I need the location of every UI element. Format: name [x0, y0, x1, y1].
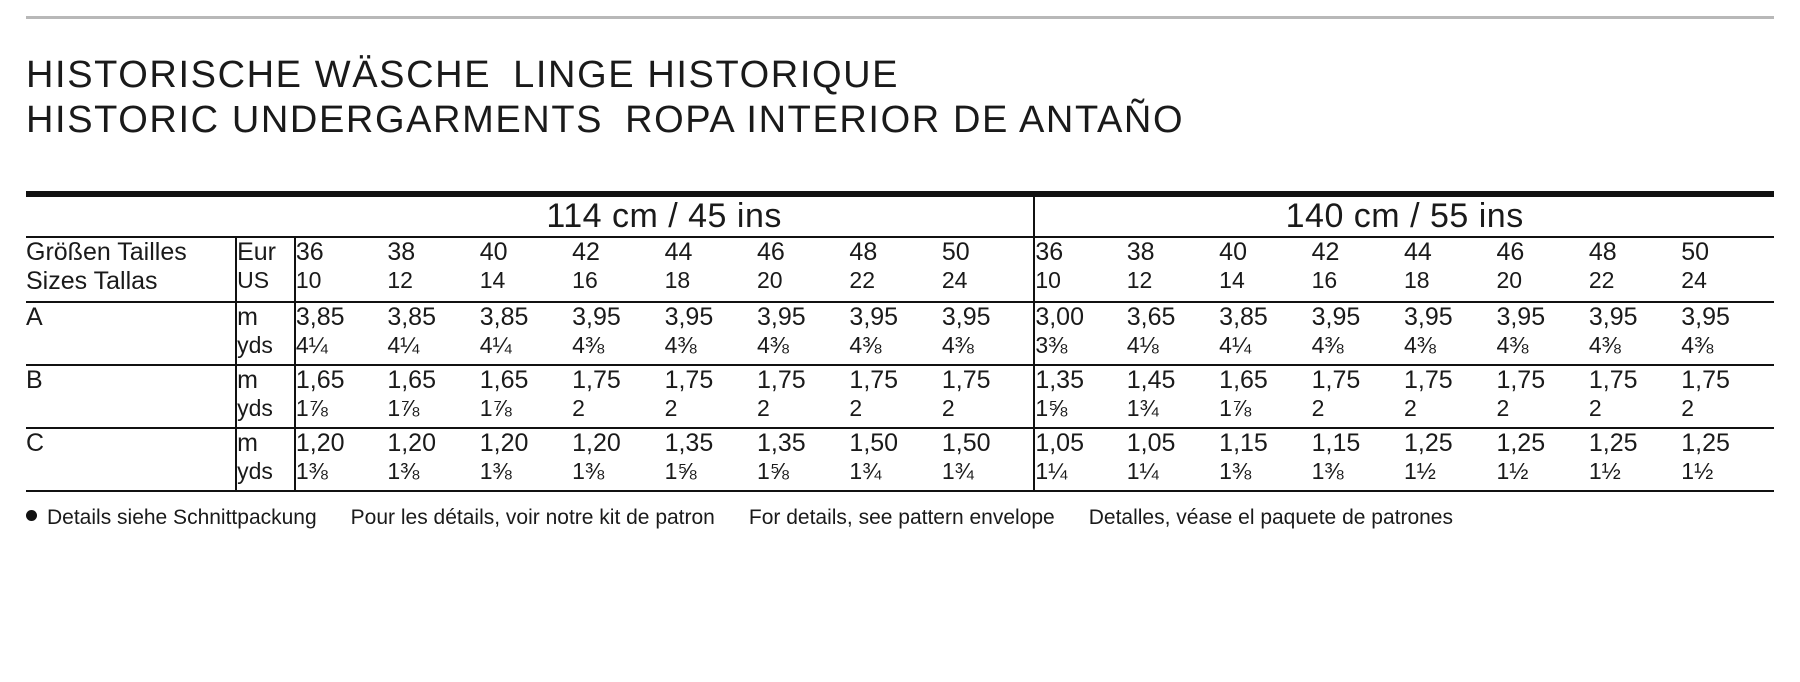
header-spacer-unit — [236, 194, 295, 237]
sizes-row-us — [26, 267, 1774, 302]
yardage-cell: 2 — [1589, 395, 1681, 428]
yardage-cell: 1¾ — [849, 458, 941, 491]
size-us-cell: 24 — [942, 267, 1034, 302]
yardage-cell: 1⅝ — [665, 458, 757, 491]
yardage-cell: 1,65 — [1219, 365, 1268, 394]
yardage-cell: 1,65 — [479, 365, 529, 394]
footer-note-fr: Pour les détails, voir notre kit de patron — [350, 505, 715, 529]
title-line-1 — [26, 53, 1774, 98]
yardage-cell: 1,75 — [572, 365, 621, 394]
yardage-cell: 4¼ — [295, 332, 387, 365]
unit-yds: yds — [236, 458, 295, 491]
yardage-cell: 4⅜ — [942, 332, 1034, 365]
size-eur-cell: 40 — [480, 237, 572, 267]
yardage-cell: 1,15 — [1311, 428, 1361, 457]
yardage-cell: 4⅜ — [1496, 332, 1588, 365]
yardage-cell: 1½ — [1681, 458, 1774, 491]
title-spanish: ROPA INTERIOR DE ANTAÑO — [625, 98, 1185, 141]
yardage-cell: 1,20 — [387, 428, 436, 457]
fabric-width-114: 114 cm / 45 ins — [295, 194, 1034, 237]
unit-m: m — [236, 302, 295, 332]
yardage-cell: 2 — [1312, 395, 1404, 428]
size-us-cell: 14 — [1219, 267, 1311, 302]
yardage-cell: 3,95 — [1681, 302, 1730, 331]
yardage-cell: 1,65 — [295, 365, 387, 395]
size-us-cell: 16 — [572, 267, 664, 302]
yardage-cell: 1,25 — [1496, 428, 1546, 457]
size-eur-cell: 44 — [1404, 237, 1496, 267]
yardage-cell: 1,75 — [1496, 365, 1546, 394]
size-eur-cell: 36 — [295, 237, 387, 267]
title-french: LINGE HISTORIQUE — [513, 54, 900, 96]
yardage-cell: 1,25 — [1588, 428, 1638, 457]
yardage-cell: 4¼ — [480, 332, 572, 365]
yardage-cell: 1,75 — [1681, 365, 1730, 394]
size-us-cell: 22 — [1589, 267, 1681, 302]
size-us-cell: 18 — [1404, 267, 1496, 302]
yardage-cell: 1,05 — [1034, 428, 1126, 458]
yardage-cell: 3,95 — [757, 302, 806, 331]
yardage-cell: 3,95 — [1588, 302, 1638, 331]
unit-yds: yds — [236, 332, 295, 365]
title-block — [26, 53, 1774, 143]
view-label-b: B — [26, 365, 43, 394]
yardage-cell: 1⅜ — [1312, 458, 1404, 491]
view-row-a-yards — [26, 332, 1774, 365]
yardage-cell: 1⅜ — [572, 458, 664, 491]
yardage-cell: 1,35 — [1034, 365, 1126, 395]
size-eur-cell: 42 — [1312, 237, 1404, 267]
yardage-cell: 1⅜ — [295, 458, 387, 491]
sizes-label-line2: Sizes Tallas — [26, 267, 236, 302]
yardage-cell: 3,85 — [295, 302, 387, 332]
fabric-width-header-row — [26, 194, 1774, 237]
yardage-cell: 4⅜ — [1404, 332, 1496, 365]
yardage-cell: 1,20 — [295, 428, 387, 458]
size-eur-cell: 42 — [572, 237, 664, 267]
top-divider — [26, 16, 1774, 19]
view-row-c-yards — [26, 458, 1774, 491]
footer-note-es: Detalles, véase el paquete de patrones — [1088, 505, 1453, 529]
yardage-cell: 1,15 — [1219, 428, 1268, 457]
size-us-cell: 24 — [1681, 267, 1774, 302]
size-us-cell: 12 — [387, 267, 479, 302]
yardage-cell: 4⅜ — [1681, 332, 1774, 365]
yardage-cell: 2 — [942, 395, 1034, 428]
yardage-cell: 3,95 — [1496, 302, 1546, 331]
yardage-cell: 2 — [1681, 395, 1774, 428]
view-row-b-meters — [26, 365, 1774, 395]
title-line-2 — [26, 98, 1774, 143]
view-row-a-meters — [26, 302, 1774, 332]
view-row-b-yards — [26, 395, 1774, 428]
view-label-c: C — [26, 428, 45, 457]
size-us-cell: 10 — [1034, 267, 1126, 302]
yardage-cell: 2 — [757, 395, 849, 428]
yardage-cell: 1½ — [1404, 458, 1496, 491]
yardage-cell: 4⅜ — [757, 332, 849, 365]
size-eur-cell: 36 — [1034, 237, 1126, 267]
yardage-cell: 1,20 — [572, 428, 621, 457]
footer-note-de: Details siehe Schnittpackung — [47, 505, 317, 529]
yardage-cell: 4¼ — [387, 332, 479, 365]
fabric-requirements-table — [26, 191, 1774, 492]
sizes-row-eur — [26, 237, 1774, 267]
yardage-cell: 3,95 — [941, 302, 991, 331]
yardage-cell: 4⅜ — [849, 332, 941, 365]
bullet-icon — [26, 510, 37, 521]
yardage-cell: 4⅜ — [1312, 332, 1404, 365]
footer-note — [26, 506, 1774, 530]
size-eur-cell: 48 — [849, 237, 941, 267]
yardage-cell: 3,95 — [849, 302, 899, 331]
yardage-cell: 1⅜ — [1219, 458, 1311, 491]
yardage-cell: 1,75 — [1404, 365, 1453, 394]
size-eur-cell: 50 — [942, 237, 1034, 267]
size-us-cell: 14 — [480, 267, 572, 302]
yardage-cell: 1¾ — [1127, 395, 1219, 428]
unit-m: m — [236, 365, 295, 395]
yardage-cell: 1,75 — [664, 365, 714, 394]
yardage-cell: 2 — [572, 395, 664, 428]
yardage-cell: 4⅜ — [572, 332, 664, 365]
size-eur-cell: 46 — [1496, 237, 1588, 267]
yardage-cell: 3,95 — [1404, 302, 1453, 331]
yardage-cell: 3,85 — [1219, 302, 1268, 331]
yardage-cell: 1,45 — [1126, 365, 1176, 394]
size-us-cell: 20 — [1496, 267, 1588, 302]
yardage-cell: 1,75 — [1588, 365, 1638, 394]
size-eur-cell: 38 — [387, 237, 479, 267]
unit-us: US — [236, 267, 295, 302]
yardage-cell: 1⅝ — [1034, 395, 1126, 428]
unit-eur: Eur — [236, 237, 295, 267]
size-eur-cell: 50 — [1681, 237, 1774, 267]
yardage-cell: 4⅜ — [1589, 332, 1681, 365]
yardage-cell: 1,35 — [757, 428, 806, 457]
size-eur-cell: 40 — [1219, 237, 1311, 267]
yardage-cell: 1⅞ — [1219, 395, 1311, 428]
yardage-cell: 3,95 — [1311, 302, 1361, 331]
yardage-cell: 3⅜ — [1034, 332, 1126, 365]
header-spacer-left — [26, 194, 236, 237]
yardage-cell: 1⅜ — [480, 458, 572, 491]
yardage-cell: 1½ — [1589, 458, 1681, 491]
yardage-cell: 1,35 — [664, 428, 714, 457]
title-english: HISTORIC UNDERGARMENTS — [26, 98, 604, 141]
yardage-cell: 1,65 — [387, 365, 436, 394]
yardage-cell: 1¾ — [942, 458, 1034, 491]
yardage-cell: 4¼ — [1219, 332, 1311, 365]
yardage-cell: 1½ — [1496, 458, 1588, 491]
yardage-cell: 1⅞ — [480, 395, 572, 428]
yardage-cell: 1,75 — [849, 365, 899, 394]
view-row-c-meters — [26, 428, 1774, 458]
unit-m: m — [236, 428, 295, 458]
yardage-cell: 3,65 — [1126, 302, 1176, 331]
yardage-cell: 1,75 — [1311, 365, 1361, 394]
yardage-cell: 1,05 — [1126, 428, 1176, 457]
size-us-cell: 16 — [1312, 267, 1404, 302]
yardage-cell: 1,25 — [1404, 428, 1453, 457]
size-us-cell: 12 — [1127, 267, 1219, 302]
yardage-cell: 2 — [1404, 395, 1496, 428]
yardage-cell: 2 — [665, 395, 757, 428]
yardage-cell: 3,95 — [664, 302, 714, 331]
unit-yds: yds — [236, 395, 295, 428]
view-label-spacer — [26, 395, 236, 428]
yardage-cell: 1⅞ — [295, 395, 387, 428]
yardage-cell: 1¼ — [1127, 458, 1219, 491]
yardage-cell: 2 — [1496, 395, 1588, 428]
view-label-spacer — [26, 458, 236, 491]
yardage-cell: 1⅝ — [757, 458, 849, 491]
yardage-cell: 1,25 — [1681, 428, 1730, 457]
yardage-cell: 3,95 — [572, 302, 621, 331]
size-us-cell: 20 — [757, 267, 849, 302]
pattern-fabric-chart-page — [0, 16, 1800, 682]
size-eur-cell: 38 — [1127, 237, 1219, 267]
yardage-cell: 1⅞ — [387, 395, 479, 428]
size-us-cell: 18 — [665, 267, 757, 302]
yardage-cell: 3,85 — [479, 302, 529, 331]
yardage-cell: 1,75 — [757, 365, 806, 394]
size-eur-cell: 44 — [665, 237, 757, 267]
size-us-cell: 10 — [295, 267, 387, 302]
fabric-width-140: 140 cm / 55 ins — [1034, 194, 1774, 237]
size-eur-cell: 48 — [1589, 237, 1681, 267]
sizes-label-line1: Größen Tailles — [26, 237, 236, 267]
yardage-cell: 3,00 — [1034, 302, 1126, 332]
yardage-cell: 2 — [849, 395, 941, 428]
size-eur-cell: 46 — [757, 237, 849, 267]
fabric-requirements-table-wrap — [26, 191, 1774, 492]
yardage-cell: 1,20 — [479, 428, 529, 457]
title-german: HISTORISCHE WÄSCHE — [26, 54, 492, 96]
view-label-a: A — [26, 302, 43, 331]
yardage-cell: 1⅜ — [387, 458, 479, 491]
view-label-spacer — [26, 332, 236, 365]
yardage-cell: 1,50 — [849, 428, 899, 457]
yardage-cell: 3,85 — [387, 302, 436, 331]
yardage-cell: 4⅛ — [1127, 332, 1219, 365]
size-us-cell: 22 — [849, 267, 941, 302]
footer-note-en: For details, see pattern envelope — [748, 505, 1055, 529]
yardage-cell: 1,75 — [941, 365, 991, 394]
yardage-cell: 1,50 — [941, 428, 991, 457]
yardage-cell: 4⅜ — [665, 332, 757, 365]
yardage-cell: 1¼ — [1034, 458, 1126, 491]
